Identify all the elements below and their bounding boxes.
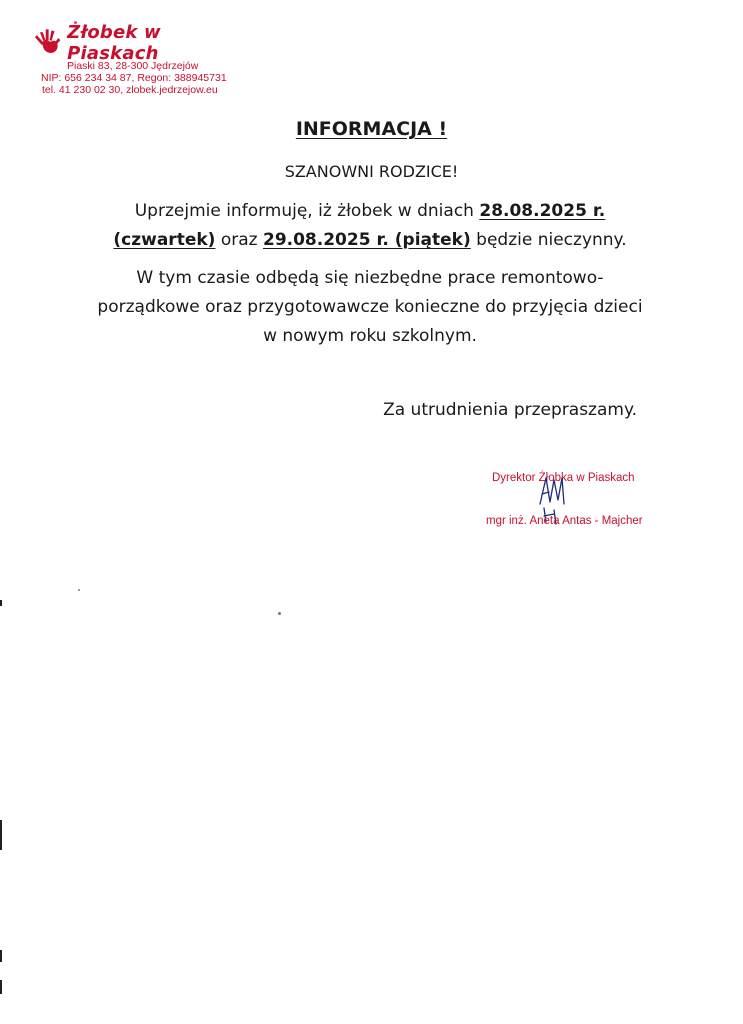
scan-edge-mark <box>0 980 2 994</box>
notice-greeting: SZANOWNI RODZICE! <box>284 162 459 181</box>
scan-speck <box>278 612 281 615</box>
closure-lead-text: Uprzejmie informuję, iż żłobek w dniach <box>134 201 480 221</box>
notice-apology: Za utrudnienia przepraszamy. <box>383 400 637 420</box>
closure-mid-text: oraz <box>215 230 263 250</box>
notice-reason-paragraph: W tym czasie odbędą się niezbędne prace remontowo-porządkowe oraz przygotowawcze konieczne do przyjęcia dzieci w nowym roku szkolnym. <box>97 268 643 346</box>
signature-name: mgr inż. Aneta Antas - Majcher <box>486 515 643 527</box>
closure-date-2: 29.08.2025 r. (piątek) <box>262 230 471 250</box>
notice-closure-paragraph <box>90 197 650 255</box>
scan-edge-mark <box>0 600 2 606</box>
letterhead-brand-row <box>34 22 254 64</box>
closure-tail-text: będzie nieczynny. <box>470 230 627 250</box>
notice-heading <box>0 118 743 140</box>
letterhead-brand-name: Żłobek w Piaskach <box>67 22 161 64</box>
closure-date-1: 28.08.2025 r. (czwartek) <box>113 201 606 250</box>
scan-edge-mark <box>0 820 2 850</box>
letterhead-stamp <box>34 22 254 96</box>
signature-title: Dyrektor Żłobka w Piaskach <box>492 472 635 484</box>
letterhead-ids: NIP: 656 234 34 87, Regon: 388945731 <box>41 72 227 84</box>
scan-edge-mark <box>0 950 2 962</box>
scan-speck <box>78 589 80 591</box>
letterhead-contact: tel. 41 230 02 30, zlobek.jedrzejow.eu <box>42 84 218 96</box>
letterhead-address: Piaski 83, 28-300 Jędrzejów <box>67 60 199 72</box>
notice-heading-text: INFORMACJA ! <box>295 118 448 140</box>
hand-print-icon <box>34 28 67 58</box>
